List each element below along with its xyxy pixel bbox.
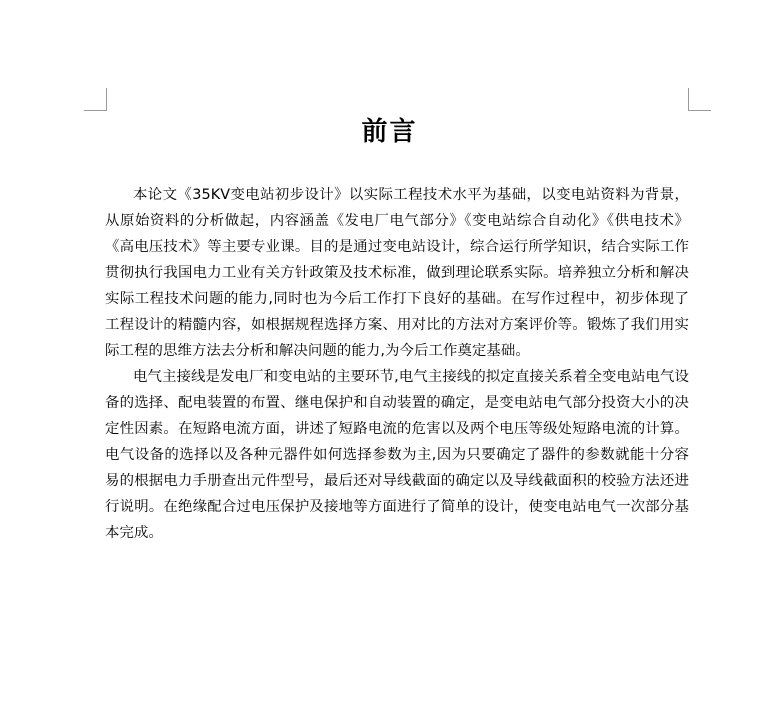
crop-mark-top-right xyxy=(688,88,711,111)
page-title: 前言 xyxy=(361,117,418,147)
crop-mark-top-left xyxy=(84,88,107,111)
paragraph-1: 本论文《35KV变电站初步设计》以实际工程技术水平为基础，以变电站资料为背景，从原始资料的分析做起，内容涵盖《发电厂电气部分》《变电站综合自动化》《供电技术》《高电压技术》等主要专业课。目的是通过变电站设计，综合运行所学知识，结合实际工作贯彻执行我国电力工业有关方针政策及技术标准，做到理论联系实际。培养独立分析和解决实际工程技术问题的能力,同时也为今后工作打下良好的基础。在写作过程中，初步体现了工程设计的精髓内容，如根据规程选择方案、用对比的方法对方案评价等。锻炼了我们用实际工程的思维方法去分析和解决问题的能力,为今后工作奠定基础。 xyxy=(105,187,689,359)
body-text xyxy=(105,182,689,546)
paragraph-2: 电气主接线是发电厂和变电站的主要环节,电气主接线的拟定直接关系着全变电站电气设备的选择、配电装置的布置、继电保护和自动装置的确定，是变电站电气部分投资大小的决定性因素。在短路电流方面，讲述了短路电流的危害以及两个电压等级处短路电流的计算。电气设备的选择以及各种元器件如何选择参数为主,因为只要确定了器件的参数就能十分容易的根据电力手册查出元件型号，最后还对导线截面的确定以及导线截面积的校验方法还进行说明。在绝缘配合过电压保护及接地等方面进行了简单的设计，使变电站电气一次部分基本完成。 xyxy=(105,369,689,541)
